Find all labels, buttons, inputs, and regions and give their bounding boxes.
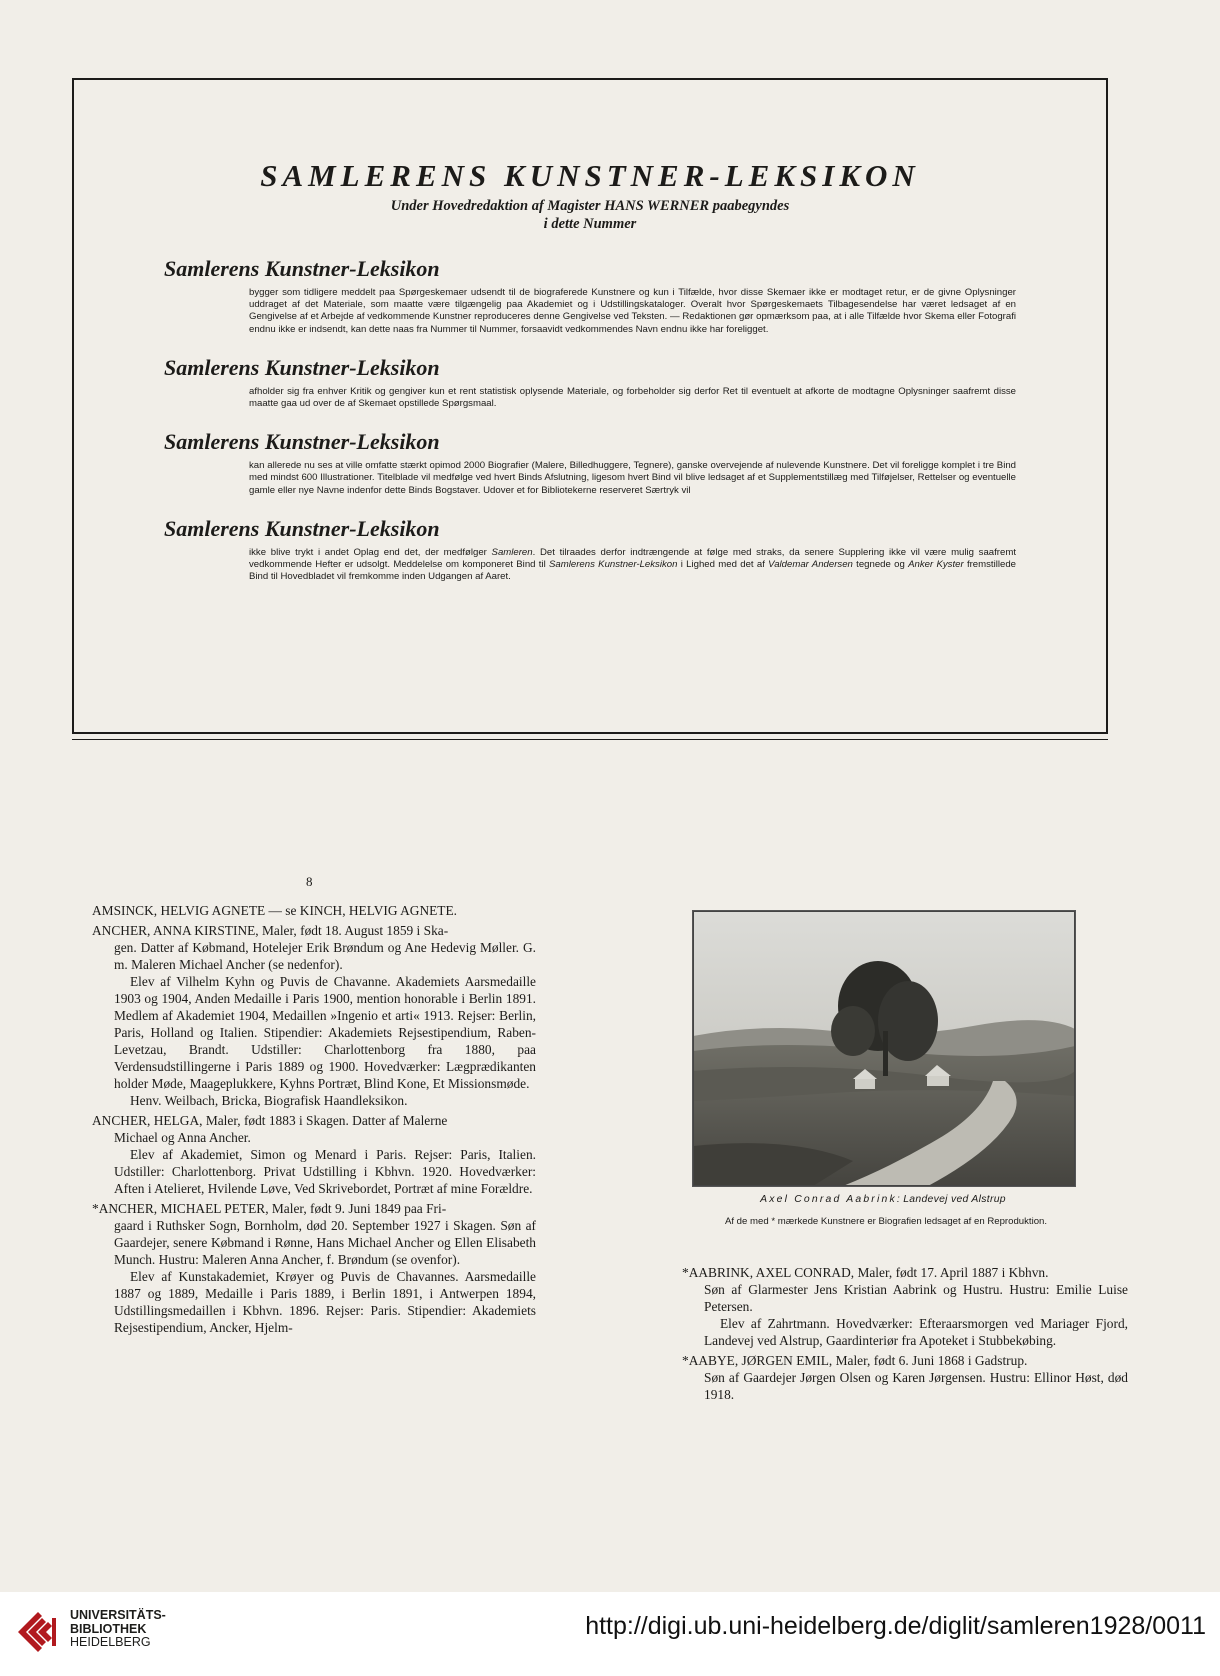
entry-head: *AABYE, JØRGEN EMIL, Maler, født 6. Juni 1868 i Gadstrup. [682,1353,1028,1368]
entry-aabye [682,1352,1128,1403]
library-logo-icon [14,1606,64,1660]
source-url-link[interactable]: http://digi.ub.uni-heidelberg.de/diglit/samleren1928/0011 [585,1612,1206,1640]
section-text-3: kan allerede nu ses at ville omfatte stærkt opimod 2000 Biografier (Malere, Billedhuggere, Tegnere), ganske overvejende af nulevende Kunstnere. Det vil foreligge komplet i tre Bind med mindst 600 Illustrationer. Titelblade vil medfølge ved hvert Binds Afslutning, ligesom hvert Bind vil blive ledsaget af et Supplementstillæg med Tilføjelser, Rettelser og eventuelle gamle eller nye Navne indenfor dette Binds Bogstaver. Udover et for Bibliotekerne reserveret Særtryk vil [249,460,1016,496]
page-number: 8 [306,874,313,889]
landscape-painting [692,910,1076,1187]
reproduction-caption: Axel Conrad Aabrink: Landevej ved Alstrup [760,1194,1006,1205]
entry-head: ANCHER, HELGA, Maler, født 1883 i Skagen. Datter af Malerne [92,1113,448,1128]
entry-body: gaard i Ruthsker Sogn, Bornholm, død 20. September 1927 i Skagen. Søn af Gaardejer, senere Købmand i Rønne, Hans Michael Ancher og Ellen Elisabeth Munch. Hustru: Maleren Anna Ancher, f. Brøndum (se ovenfor). [114,1218,536,1267]
entry-ancher-anna [92,922,536,1109]
entry-head: ANCHER, ANNA KIRSTINE, Maler, født 18. August 1859 i Ska- [92,923,449,938]
entry-paragraph: Elev af Vilhelm Kyhn og Puvis de Chavanne. Akademiets Aarsmedaille 1903 og 1904, Anden Medaille i Paris 1900, mention honorable i Berlin 1891. Medlem af Akademiet 1904, Medaillen »Ingenio et arti« 1913. Rejser: Berlin, Paris, Holland og Italien. Stipendier: Akademiets Rejsestipendium, Raben-Levetzau, Brandt. Udstiller: Charlottenborg fra 1880, paa Verdensudstillingerne i Paris 1889 og 1900. Hovedværker: Lægprædikanten holder Møde, Maageplukkere, Kyhns Portræt, Blind Kone, Et Missionsmøde. [114,974,536,1091]
footer [0,1592,1220,1676]
entry-amsinck [92,902,536,919]
announcement-subtitle [164,197,1016,233]
left-column [92,902,536,1339]
entry-ancher-helga [92,1112,536,1197]
reproduction-note: Af de med * mærkede Kunstnere er Biografien ledsaget af en Reproduktion. [724,1216,1048,1227]
announcement-subtitle-line1: Under Hovedredaktion af Magister HANS WERNER paabegyndes [390,198,790,214]
entry-body: Søn af Glarmester Jens Kristian Aabrink og Hustru. Hustru: Emilie Luise Petersen. [704,1282,1128,1314]
announcement-title: SAMLERENS KUNSTNER-LEKSIKON [260,158,920,193]
announcement-box [72,78,1108,734]
library-name: UNIVERSITÄTS- BIBLIOTHEK HEIDELBERG [70,1608,166,1649]
entry-ancher-michael [92,1200,536,1336]
entry-head: *AABRINK, AXEL CONRAD, Maler, født 17. April 1887 i Kbhvn. [682,1265,1049,1280]
announcement-subtitle-line2: i dette Nummer [543,216,637,232]
section-text-1: bygger som tidligere meddelt paa Spørgeskemaer udsendt til de biograferede Kunstnere og kun i Tilfælde, hvor disse Skemaer ikke er modtaget retur, er de givne Oplysninger uddraget af det Materiale, som maatte være tilgængelig paa Akademiet og i Udstillingskataloger. Overalt hvor Spørgeskemaets Tilbagesendelse har været ledsaget af en Gengivelse af et Arbejde af vedkommende Kunstner reproduceres denne Gengivelse ved Teksten. — Redaktionen gør opmærksom paa, at i alle Tilfælde hvor Skema eller Fotografi endnu ikke er indsendt, kan dette naas fra Nummer til Nummer, forsaavidt vedkommendes Navn endnu ikke har foreligget. [249,287,1016,335]
entry-paragraph: Elev af Akademiet, Simon og Menard i Paris. Rejser: Paris, Italien. Udstiller: Charlottenborg. Privat Udstilling i Kbhvn. 1920. Hovedværker: Aften i Atelieret, Hvilende Løve, Ved Skrivebordet, Portræt af mine Forældre. [114,1147,536,1196]
section-heading-1: Samlerens Kunstner-Leksikon [164,256,440,281]
right-column [682,1264,1128,1406]
entry-paragraph: Elev af Kunstakademiet, Krøyer og Puvis de Chavannes. Aarsmedaille 1887 og 1889, Medaille i Paris 1889, i Berlin 1891, i Antwerpen 1894, Udstillingsmedaillen i Kbhvn. 1896. Rejser: Paris. Stipendier: Akademiets Rejsestipendium, Ancker, Hjelm- [114,1269,536,1335]
entry-paragraph: Henv. Weilbach, Bricka, Biografisk Haandleksikon. [130,1093,408,1108]
section-heading-2: Samlerens Kunstner-Leksikon [164,354,440,380]
entry-body: Michael og Anna Ancher. [114,1130,251,1145]
entry-head: *ANCHER, MICHAEL PETER, Maler, født 9. Juni 1849 paa Fri- [92,1201,447,1216]
section-heading-4: Samlerens Kunstner-Leksikon [164,515,440,541]
reproduction [692,910,1074,1205]
section-text-4: ikke blive trykt i andet Oplag end det, der medfølger Samleren. Det tilraades derfor indtrængende at følge med straks, da senere Supplering ikke vil være mulig saafremt vedkommende Hefter er udsolgt. Meddelelse om komponeret Bind til Samlerens Kunstner-Leksikon i Lighed med det af Valdemar Andersen tegnede og Anker Kyster fremstillede Bind til Hovedbladet vil fremkomme inden Udgangen af Aaret. [249,546,1016,583]
section-heading-3: Samlerens Kunstner-Leksikon [164,429,440,455]
entry-body: Søn af Gaardejer Jørgen Olsen og Karen Jørgensen. Hustru: Ellinor Høst, død 1918. [704,1370,1128,1402]
entry-paragraph: Elev af Zahrtmann. Hovedværker: Efteraarsmorgen ved Mariager Fjord, Landevej ved Alstrup, Gaardinteriør fra Apoteket i Stubbekøbing. [704,1316,1128,1348]
entry-head: AMSINCK, HELVIG AGNETE — se KINCH, HELVIG AGNETE. [92,903,457,918]
entry-body: gen. Datter af Købmand, Hotelejer Erik Brøndum og Ane Hedevig Møller. G. m. Maleren Michael Ancher (se nedenfor). [114,940,536,972]
entry-aabrink [682,1264,1128,1349]
section-text-2: afholder sig fra enhver Kritik og gengiver kun et rent statistisk oplysende Materiale, og forbeholder sig derfor Ret til eventuelt at afkorte de modtagne Oplysninger saafremt disse maatte gaa ud over de af Skemaet opstillede Spørgsmaal. [249,385,1016,410]
